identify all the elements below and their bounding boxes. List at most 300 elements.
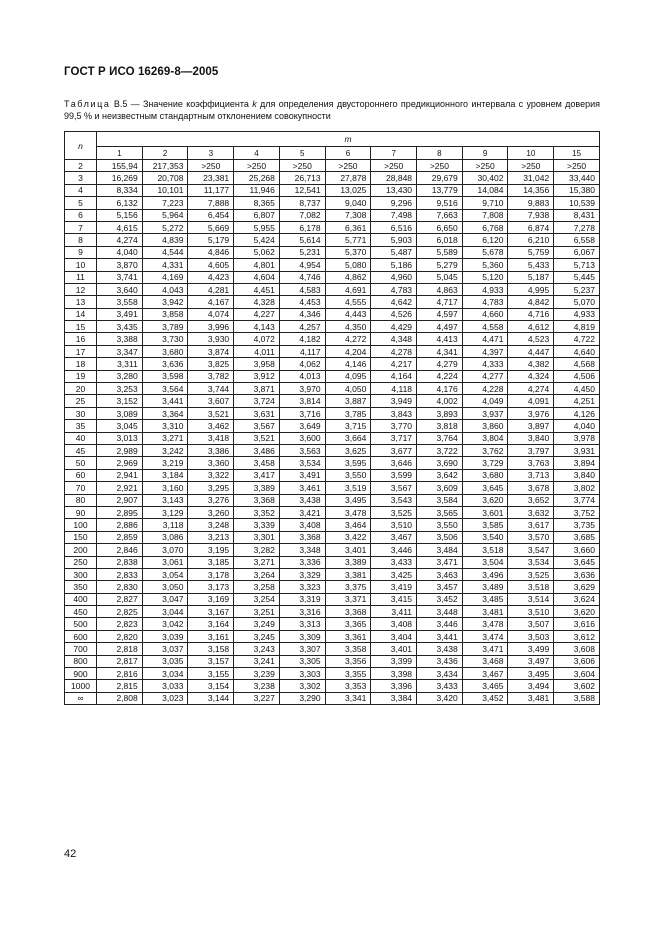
row-n-cell: 900 (65, 668, 97, 680)
value-cell: 3,565 (417, 506, 463, 518)
row-n-cell: 12 (65, 283, 97, 295)
value-cell: 3,818 (417, 420, 463, 432)
value-cell: 3,636 (142, 358, 188, 370)
value-cell: >250 (325, 160, 371, 172)
value-cell: 3,774 (554, 494, 600, 506)
value-cell: 4,568 (554, 358, 600, 370)
value-cell: 4,640 (554, 345, 600, 357)
value-cell: 4,443 (325, 308, 371, 320)
value-cell: 3,802 (554, 482, 600, 494)
value-cell: 7,808 (462, 209, 508, 221)
value-cell: 5,678 (462, 246, 508, 258)
value-cell: 5,045 (417, 271, 463, 283)
value-cell: 3,039 (142, 630, 188, 642)
value-cell: 3,521 (234, 432, 280, 444)
value-cell: 14,356 (508, 184, 554, 196)
value-cell: 3,897 (508, 420, 554, 432)
value-cell: >250 (371, 160, 417, 172)
value-cell: 4,126 (554, 407, 600, 419)
value-cell: 3,316 (279, 606, 325, 618)
value-cell: 3,178 (188, 568, 234, 580)
value-cell: 3,870 (97, 259, 143, 271)
value-cell: 3,646 (371, 457, 417, 469)
value-cell: 3,313 (279, 618, 325, 630)
value-cell: 4,555 (325, 296, 371, 308)
value-cell: 3,942 (142, 296, 188, 308)
value-cell: 4,453 (279, 296, 325, 308)
value-cell: 3,620 (462, 494, 508, 506)
value-cell: 3,227 (234, 692, 280, 704)
value-cell: 3,481 (462, 606, 508, 618)
value-cell: 3,415 (371, 593, 417, 605)
value-cell: 3,563 (279, 444, 325, 456)
table-row (65, 618, 600, 630)
value-cell: 3,978 (554, 432, 600, 444)
value-cell: 7,498 (371, 209, 417, 221)
value-cell: 3,044 (142, 606, 188, 618)
value-cell: 3,558 (97, 296, 143, 308)
value-cell: 3,389 (325, 556, 371, 568)
value-cell: 2,941 (97, 469, 143, 481)
value-cell: 13,025 (325, 184, 371, 196)
value-cell: 3,685 (554, 531, 600, 543)
value-cell: 9,883 (508, 197, 554, 209)
value-cell: 3,588 (554, 692, 600, 704)
value-cell: 5,272 (142, 221, 188, 233)
value-cell: 3,570 (508, 531, 554, 543)
value-cell: 4,277 (462, 370, 508, 382)
value-cell: 3,061 (142, 556, 188, 568)
value-cell: 3,468 (462, 655, 508, 667)
value-cell: 3,282 (234, 544, 280, 556)
value-cell: 3,503 (508, 630, 554, 642)
row-n-cell: 13 (65, 296, 97, 308)
value-cell: 4,217 (371, 358, 417, 370)
value-cell: 3,474 (462, 630, 508, 642)
value-cell: 4,819 (554, 321, 600, 333)
value-cell: 3,616 (554, 618, 600, 630)
value-cell: 3,042 (142, 618, 188, 630)
value-cell: 3,620 (554, 606, 600, 618)
row-n-cell: 350 (65, 581, 97, 593)
value-cell: 4,846 (188, 246, 234, 258)
value-cell: 3,389 (234, 482, 280, 494)
value-cell: 3,607 (188, 395, 234, 407)
value-cell: 3,452 (462, 692, 508, 704)
value-cell: 3,660 (554, 544, 600, 556)
value-cell: 3,930 (188, 333, 234, 345)
value-cell: 3,347 (97, 345, 143, 357)
value-cell: 3,602 (554, 680, 600, 692)
row-n-cell: 20 (65, 383, 97, 395)
value-cell: 3,399 (371, 655, 417, 667)
value-cell: 9,516 (417, 197, 463, 209)
column-header: 4 (234, 147, 280, 160)
value-cell: 3,478 (325, 506, 371, 518)
table-body (65, 160, 600, 705)
table-row (65, 482, 600, 494)
value-cell: 4,348 (371, 333, 417, 345)
value-cell: 3,640 (97, 283, 143, 295)
table-row (65, 221, 600, 233)
value-cell: 3,871 (234, 383, 280, 395)
value-cell: 3,249 (234, 618, 280, 630)
value-cell: 3,887 (325, 395, 371, 407)
value-cell: 5,759 (508, 246, 554, 258)
value-cell: 3,481 (508, 692, 554, 704)
value-cell: 3,485 (462, 593, 508, 605)
value-cell: 3,729 (462, 457, 508, 469)
value-cell: 4,413 (417, 333, 463, 345)
value-cell: 3,404 (371, 630, 417, 642)
value-cell: 3,386 (188, 444, 234, 456)
value-cell: 4,960 (371, 271, 417, 283)
value-cell: 3,401 (371, 643, 417, 655)
value-cell: 3,436 (417, 655, 463, 667)
value-cell: 2,820 (97, 630, 143, 642)
value-cell: 3,874 (188, 345, 234, 357)
value-cell: 3,499 (508, 643, 554, 655)
value-cell: 3,169 (188, 593, 234, 605)
value-cell: 3,438 (279, 494, 325, 506)
value-cell: 11,177 (188, 184, 234, 196)
value-cell: 3,258 (234, 581, 280, 593)
value-cell: 3,494 (508, 680, 554, 692)
value-cell: 3,417 (234, 469, 280, 481)
value-cell: 3,996 (188, 321, 234, 333)
value-cell: 3,564 (142, 383, 188, 395)
value-cell: 13,779 (417, 184, 463, 196)
row-n-cell: 17 (65, 345, 97, 357)
row-n-cell: 18 (65, 358, 97, 370)
value-cell: 3,154 (188, 680, 234, 692)
value-cell: 3,717 (371, 432, 417, 444)
value-cell: 3,013 (97, 432, 143, 444)
value-cell: 3,584 (417, 494, 463, 506)
value-cell: 4,350 (325, 321, 371, 333)
value-cell: 2,817 (97, 655, 143, 667)
column-header: 5 (279, 147, 325, 160)
value-cell: 3,368 (234, 494, 280, 506)
value-cell: 3,365 (325, 618, 371, 630)
value-cell: 4,716 (508, 308, 554, 320)
table-row (65, 643, 600, 655)
value-cell: 6,650 (417, 221, 463, 233)
value-cell: 4,091 (508, 395, 554, 407)
value-cell: 3,550 (325, 469, 371, 481)
value-cell: 6,558 (554, 234, 600, 246)
row-n-cell: 800 (65, 655, 97, 667)
value-cell: 3,425 (371, 568, 417, 580)
column-header: 10 (508, 147, 554, 160)
value-cell: 3,860 (462, 420, 508, 432)
value-cell: 33,440 (554, 172, 600, 184)
value-cell: 6,516 (371, 221, 417, 233)
value-cell: 3,764 (417, 432, 463, 444)
value-cell: 4,331 (142, 259, 188, 271)
value-cell: 4,660 (462, 308, 508, 320)
value-cell: 4,506 (554, 370, 600, 382)
value-cell: 3,243 (234, 643, 280, 655)
value-cell: 3,690 (417, 457, 463, 469)
table-row (65, 234, 600, 246)
value-cell: 4,497 (417, 321, 463, 333)
value-cell: 7,278 (554, 221, 600, 233)
value-cell: 3,599 (371, 469, 417, 481)
row-n-cell: 6 (65, 209, 97, 221)
value-cell: 3,375 (325, 581, 371, 593)
row-n-cell: 90 (65, 506, 97, 518)
value-cell: 3,715 (325, 420, 371, 432)
row-n-cell: 10 (65, 259, 97, 271)
value-cell: 3,264 (234, 568, 280, 580)
table-row (65, 568, 600, 580)
value-cell: 3,497 (508, 655, 554, 667)
row-n-cell: 14 (65, 308, 97, 320)
value-cell: 3,782 (188, 370, 234, 382)
value-cell: 3,518 (508, 581, 554, 593)
table-row (65, 321, 600, 333)
table-row (65, 259, 600, 271)
value-cell: 2,846 (97, 544, 143, 556)
table-row (65, 655, 600, 667)
value-cell: 3,438 (417, 643, 463, 655)
table-row (65, 358, 600, 370)
value-cell: 3,434 (417, 668, 463, 680)
row-n-cell: 250 (65, 556, 97, 568)
value-cell: 3,452 (417, 593, 463, 605)
value-cell: 3,302 (279, 680, 325, 692)
value-cell: 3,248 (188, 519, 234, 531)
value-cell: 3,785 (325, 407, 371, 419)
value-cell: 3,398 (371, 668, 417, 680)
value-cell: 3,070 (142, 544, 188, 556)
value-cell: 4,062 (279, 358, 325, 370)
value-cell: 3,510 (508, 606, 554, 618)
value-cell: 3,336 (279, 556, 325, 568)
value-cell: 3,534 (508, 556, 554, 568)
value-cell: 3,457 (417, 581, 463, 593)
value-cell: 3,368 (279, 531, 325, 543)
table-row (65, 246, 600, 258)
value-cell: 14,084 (462, 184, 508, 196)
value-cell: 25,268 (234, 172, 280, 184)
value-cell: 5,445 (554, 271, 600, 283)
value-cell: 3,680 (142, 345, 188, 357)
value-cell: 10,539 (554, 197, 600, 209)
value-cell: 3,550 (417, 519, 463, 531)
value-cell: 3,504 (462, 556, 508, 568)
value-cell: 11,946 (234, 184, 280, 196)
value-cell: 3,341 (325, 692, 371, 704)
value-cell: 4,228 (462, 383, 508, 395)
value-cell: 3,245 (234, 630, 280, 642)
value-cell: 3,295 (188, 482, 234, 494)
value-cell: 5,237 (554, 283, 600, 295)
row-n-cell: 15 (65, 321, 97, 333)
column-header: 6 (325, 147, 371, 160)
value-cell: 3,242 (142, 444, 188, 456)
value-cell: 5,964 (142, 209, 188, 221)
value-cell: 3,495 (325, 494, 371, 506)
coefficient-table (64, 131, 600, 705)
value-cell: 3,305 (279, 655, 325, 667)
value-cell: 4,274 (97, 234, 143, 246)
value-cell: 3,371 (325, 593, 371, 605)
value-cell: 12,541 (279, 184, 325, 196)
value-cell: 5,614 (279, 234, 325, 246)
value-cell: 3,649 (279, 420, 325, 432)
table-row (65, 556, 600, 568)
value-cell: 3,388 (97, 333, 143, 345)
value-cell: 3,642 (417, 469, 463, 481)
value-cell: 4,169 (142, 271, 188, 283)
value-cell: 3,814 (279, 395, 325, 407)
value-cell: 7,938 (508, 209, 554, 221)
value-cell: 5,187 (508, 271, 554, 283)
column-header: 8 (417, 147, 463, 160)
value-cell: 4,176 (417, 383, 463, 395)
value-cell: 3,713 (508, 469, 554, 481)
value-cell: 4,604 (234, 271, 280, 283)
value-cell: 3,441 (142, 395, 188, 407)
value-cell: 7,888 (188, 197, 234, 209)
value-cell: 4,117 (279, 345, 325, 357)
value-cell: 6,120 (462, 234, 508, 246)
row-n-cell: 35 (65, 420, 97, 432)
value-cell: 3,260 (188, 506, 234, 518)
value-cell: 5,360 (462, 259, 508, 271)
value-cell: 5,179 (188, 234, 234, 246)
value-cell: 13,430 (371, 184, 417, 196)
value-cell: 4,002 (417, 395, 463, 407)
value-cell: 8,334 (97, 184, 143, 196)
value-cell: 3,601 (462, 506, 508, 518)
value-cell: 3,489 (462, 581, 508, 593)
value-cell: >250 (508, 160, 554, 172)
value-cell: 3,446 (371, 544, 417, 556)
value-cell: 3,381 (325, 568, 371, 580)
value-cell: 3,322 (188, 469, 234, 481)
value-cell: 6,454 (188, 209, 234, 221)
row-n-cell: 400 (65, 593, 97, 605)
row-n-cell: 450 (65, 606, 97, 618)
value-cell: 3,843 (371, 407, 417, 419)
value-cell: 4,783 (462, 296, 508, 308)
value-cell: 7,663 (417, 209, 463, 221)
value-cell: >250 (417, 160, 463, 172)
value-cell: 6,807 (234, 209, 280, 221)
value-cell: 5,955 (234, 221, 280, 233)
row-n-cell: 11 (65, 271, 97, 283)
value-cell: 4,146 (325, 358, 371, 370)
value-cell: 3,023 (142, 692, 188, 704)
value-cell: 3,744 (188, 383, 234, 395)
value-cell: 3,804 (462, 432, 508, 444)
value-cell: 4,281 (188, 283, 234, 295)
value-cell: 2,886 (97, 519, 143, 531)
value-cell: 5,080 (325, 259, 371, 271)
value-cell: 3,309 (279, 630, 325, 642)
value-cell: 3,598 (142, 370, 188, 382)
value-cell: 5,771 (325, 234, 371, 246)
value-cell: 3,491 (279, 469, 325, 481)
value-cell: 3,173 (188, 581, 234, 593)
value-cell: 3,678 (508, 482, 554, 494)
value-cell: 3,238 (234, 680, 280, 692)
value-cell: 3,680 (462, 469, 508, 481)
value-cell: 3,089 (97, 407, 143, 419)
value-cell: 3,486 (234, 444, 280, 456)
table-row (65, 333, 600, 345)
value-cell: 3,467 (371, 531, 417, 543)
value-cell: 6,178 (279, 221, 325, 233)
value-cell: 4,279 (417, 358, 463, 370)
value-cell: 4,933 (554, 308, 600, 320)
value-cell: 3,506 (417, 531, 463, 543)
value-cell: 4,801 (234, 259, 280, 271)
value-cell: 3,518 (462, 544, 508, 556)
value-cell: >250 (234, 160, 280, 172)
table-row (65, 593, 600, 605)
value-cell: 2,808 (97, 692, 143, 704)
value-cell: 3,420 (417, 692, 463, 704)
value-cell: 4,164 (371, 370, 417, 382)
value-cell: 3,631 (234, 407, 280, 419)
value-cell: 5,156 (97, 209, 143, 221)
table-row (65, 444, 600, 456)
value-cell: 4,558 (462, 321, 508, 333)
value-cell: 4,095 (325, 370, 371, 382)
value-cell: 3,353 (325, 680, 371, 692)
value-cell: 4,072 (234, 333, 280, 345)
value-cell: 3,280 (97, 370, 143, 382)
value-cell: >250 (554, 160, 600, 172)
value-cell: 3,471 (462, 643, 508, 655)
value-cell: 3,585 (462, 519, 508, 531)
value-cell: 4,954 (279, 259, 325, 271)
value-cell: 3,625 (325, 444, 371, 456)
value-cell: 4,397 (462, 345, 508, 357)
value-cell: 3,893 (417, 407, 463, 419)
row-n-cell: 300 (65, 568, 97, 580)
value-cell: 3,976 (508, 407, 554, 419)
value-cell: 3,155 (188, 668, 234, 680)
table-row (65, 160, 600, 172)
value-cell: 155,94 (97, 160, 143, 172)
value-cell: 5,424 (234, 234, 280, 246)
row-n-cell: 3 (65, 172, 97, 184)
table-row (65, 407, 600, 419)
table-row (65, 370, 600, 382)
value-cell: 3,458 (234, 457, 280, 469)
value-cell: 9,710 (462, 197, 508, 209)
row-n-cell: 5 (65, 197, 97, 209)
value-cell: 3,401 (325, 544, 371, 556)
value-cell: 2,827 (97, 593, 143, 605)
value-cell: 3,912 (234, 370, 280, 382)
row-n-cell: 7 (65, 221, 97, 233)
value-cell: 3,722 (417, 444, 463, 456)
value-cell: 3,360 (188, 457, 234, 469)
row-n-cell: 45 (65, 444, 97, 456)
table-row (65, 519, 600, 531)
value-cell: 4,471 (462, 333, 508, 345)
value-cell: 3,433 (417, 680, 463, 692)
value-cell: 3,303 (279, 668, 325, 680)
value-cell: 4,341 (417, 345, 463, 357)
value-cell: 7,223 (142, 197, 188, 209)
